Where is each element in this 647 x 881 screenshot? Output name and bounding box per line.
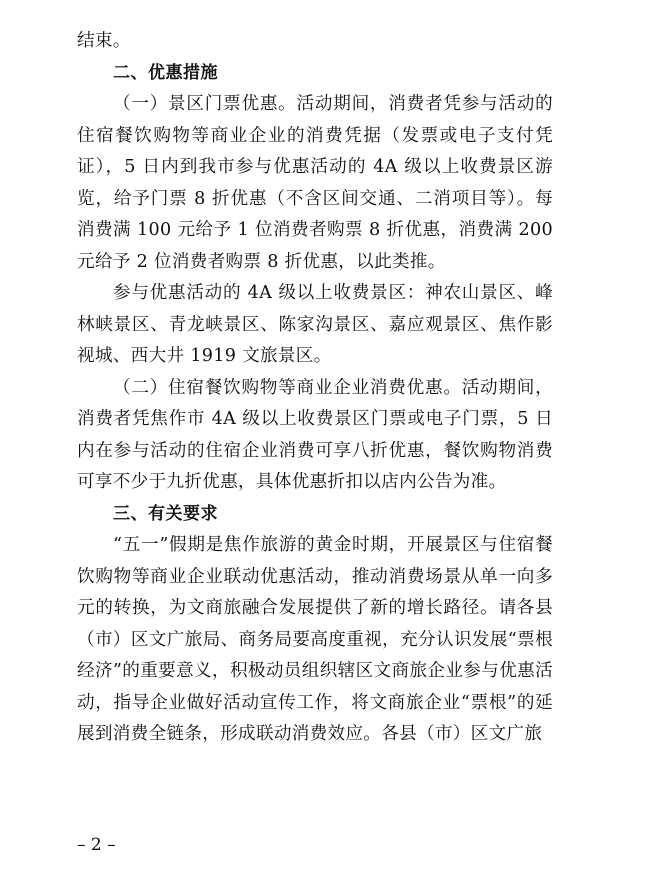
paragraph-participating-scenic-areas: 参与优惠活动的 4A 级以上收费景区：神农山景区、峰林峡景区、青龙峡景区、陈家沟景区、嘉应观景区、焦作影视城、西大井 1919 文旅景区。 xyxy=(77,283,553,366)
page-number: – 2 – xyxy=(77,835,116,855)
section-heading-discount-measures: 二、优惠措施 xyxy=(113,62,218,83)
paragraph-continuation: 结束。 xyxy=(77,31,131,51)
paragraph-scenic-ticket-discount: （一）景区门票优惠。活动期间，消费者凭参与活动的住宿餐饮购物等商业企业的消费凭据（发票或电子支付凭证），5 日内到我市参与优惠活动的 4A 级以上收费景区游览，给予门票 8 折优惠（不含区间交通、二消项目等）。每消费满 100 元给予 1 位消费者购票 8 折优惠，消费满 200 元给予 2 位消费者购票 8 折优惠，以此类推。 xyxy=(77,94,553,272)
paragraph-requirements-body: “五一”假期是焦作旅游的黄金时期，开展景区与住宿餐饮购物等商业企业联动优惠活动，推动消费场景从单一向多元的转换，为文商旅融合发展提供了新的增长路径。请各县（市）区文广旅局、商务局要高度重视，充分认识发展“票根经济”的重要意义，积极动员组织辖区文商旅企业参与优惠活动，指导企业做好活动宣传工作，将文商旅企业“票根”的延展到消费全链条，形成联动消费效应。各县（市）区文广旅 xyxy=(77,535,553,744)
document-body xyxy=(77,26,553,751)
paragraph-business-consumption-discount: （二）住宿餐饮购物等商业企业消费优惠。活动期间，消费者凭焦作市 4A 级以上收费景区门票或电子门票，5 日内在参与活动的住宿企业消费可享八折优惠，餐饮购物消费可享不少于九折优惠，具体优惠折扣以店内公告为准。 xyxy=(77,377,553,492)
section-heading-requirements: 三、有关要求 xyxy=(113,503,218,524)
